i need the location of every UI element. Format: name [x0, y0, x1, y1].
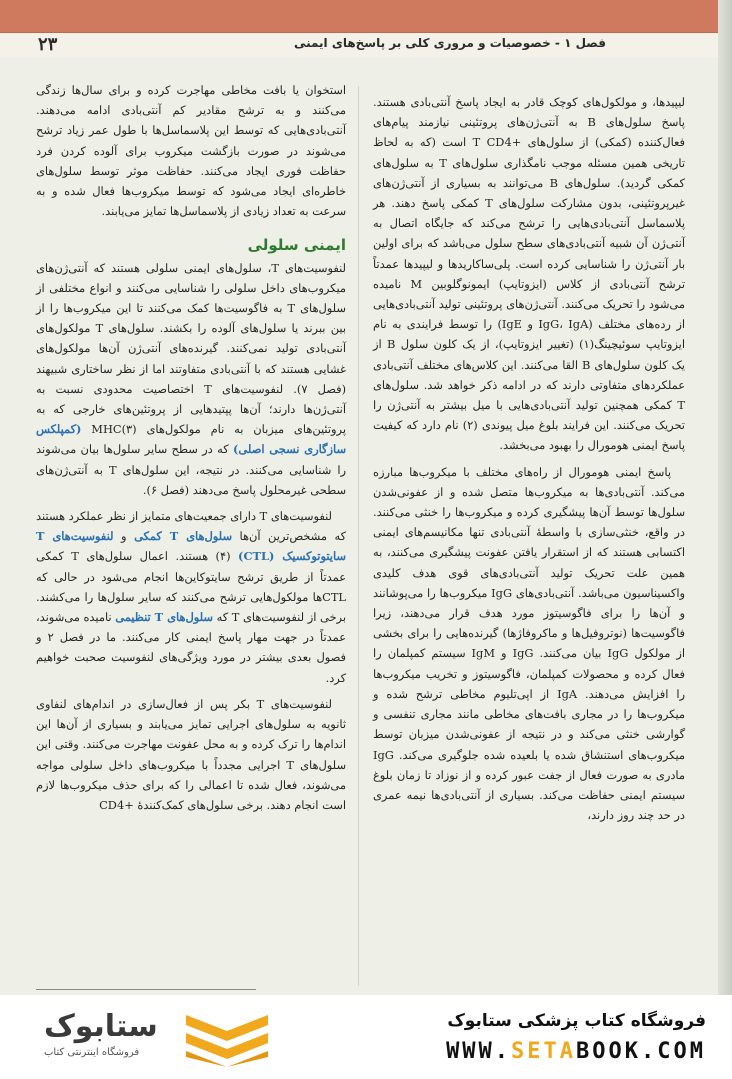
text: لنفوسیت‌های T، سلول‌های ایمنی سلولی هستند که آنتی‌ژن‌های میکروب‌های داخل سلولی را شناسایی می‌کنند و انواع مختلفی از سلول‌های T به فاگوسیت‌ها کمک می‌کنند تا این میکروب‌ها را از بین ببرند یا سلول‌های آلوده را بکشند. سلول‌های T مولکول‌های آنتی‌بادی تولید نمی‌کنند. گیرنده‌های آنتی‌ژن آن‌ها مولکول‌های غشایی هستند که با آنتی‌بادی متفاوتند اما از نظر ساختاری شبیهند (فصل ۷). لنفوسیت‌های T اختصاصیت محدودی نسبت به آنتی‌ژن‌ها دارند؛ آن‌ها پپتیدهایی از پروتئین‌های خارجی که به پروتئین‌های میزبان به نام مولکول‌های MHC(۳): [36, 260, 347, 437]
store-logo: [26, 1009, 276, 1069]
page-edge: [718, 0, 732, 995]
paragraph: [36, 506, 346, 688]
text: (۴) هستند. اعمال سلول‌های T کمکی عمدتاً از طریق ترشح سایتوکاین‌ها انجام می‌شود در حالی که CTLها مولکول‌هایی ترشح می‌کنند که سایر سلول‌ها را می‌کشند. برخی از لنفوسیت‌های T که: [36, 549, 346, 625]
paragraph: استخوان یا بافت مخاطی مهاجرت کرده و برای سال‌ها زندگی می‌کنند و به ترشح مقادیر کم آنتی‌بادی ادامه می‌دهند. آنتی‌بادی‌هایی که توسط این پلاسماسل‌ها با طول عمر زیاد ترشح می‌شوند در صورت بازگشت میکروب برای آلوده کردن فرد حفاظت فوری ایجاد می‌کنند. حفاظت موثر توسط سلول‌های خاطره‌ای ایجاد می‌شود که توسط میکروب‌ها فعال شده و به سرعت به تعداد زیادی از پلاسماسل‌ها تمایز می‌یابند.: [36, 83, 346, 219]
key-term: سلول‌های T کمکی: [134, 529, 232, 544]
key-term: سلول‌های T تنظیمی: [115, 610, 213, 625]
text: و: [113, 529, 135, 544]
section-heading: ایمنی سلولی: [247, 236, 346, 255]
column-divider: [358, 86, 359, 986]
logo-wordmark: ستابوک: [44, 1009, 158, 1044]
url-highlight: SETA: [511, 1039, 577, 1064]
paragraph: [36, 258, 346, 500]
url-suffix: BOOK.COM: [576, 1039, 706, 1064]
key-term: (کمپلکس سازگاری نسجی اصلی): [36, 422, 346, 457]
paragraph: لیپیدها، و مولکول‌های کوچک قادر به ایجاد پاسخ آنتی‌بادی هستند. پاسخ سلول‌های B به آنتی‌ژن‌های پروتئینی نیازمند پیام‌های فعال‌کننده (کمکی) از سلول‌های ‎T CD4+‎ است (که به لحاظ تاریخی همین مسئله موجب نامگذاری سلول‌های T به سلول‌های کمکی گردید). سلول‌های B می‌توانند به بسیاری از آنتی‌ژن‌های غیرپروتئینی، بدون مشارکت سلول‌های T کمکی پاسخ دهند. هر پلاسماسل آنتی‌بادی‌هایی را ترشح می‌کند که جایگاه اتصال به آنتی‌ژن آن شبیه آنتی‌بادی‌های سطح سلول می‌باشد که برای اولین بار آنتی‌ژن را شناسایی کرده است. پلی‌ساکاریدها و لیپیدها عمدتاً ترشح آنتی‌بادی از کلاس (ایزوتایپ) ایمونوگلوبین M نامیده می‌شود را تحریک می‌کنند. آنتی‌ژن‌های پروتئینی تولید آنتی‌بادی‌هایی از رده‌های مختلف (IgG، IgA و IgE) را توسط فرایندی به نام ایزوتایپ سوئیچینگ(۱) (تغییر ایزوتایپ)، از یک کلون سلول B از یک کلون سلول‌های B القا می‌کنند. این کلاس‌های مختلف آنتی‌بادی عملکردهای متفاوتی دارند که در ادامه ذکر خواهد شد. سلول‌های T کمکی همچنین تولید آنتی‌بادی‌هایی با میل بیشتر به آنتی‌ژن را تحریک می‌کنند. این فرایند بلوغ میل پیوندی (۲) نام دارد که کیفیت پاسخ ایمنی هومورال را بهبود می‌بخشد.: [373, 95, 685, 453]
store-title: فروشگاه کتاب پزشکی ستابوک: [447, 1011, 706, 1031]
footnote-rule: [36, 989, 256, 990]
text: که در سطح سایر سلول‌ها بیان می‌شوند را شناسایی می‌کنند. در نتیجه، این سلول‌های T به آنتی‌ژن‌های سطحی غیرمحلول پاسخ می‌دهند (فصل ۶).: [36, 442, 346, 497]
store-url[interactable]: [446, 1039, 706, 1064]
text: نامیده می‌شوند، عمدتاً در جهت مهار پاسخ ایمنی کار می‌کنند. ما در فصل ۲ و فصول بعدی بیشتر در مورد ویژگی‌های لنفوسیت صحبت خواهیم کرد.: [35, 610, 347, 685]
right-column: [373, 92, 685, 831]
store-banner: [0, 995, 732, 1079]
paragraph: لنفوسیت‌های T بکر پس از فعال‌سازی در اندام‌های لنفاوی ثانویه به سلول‌های اجرایی تمایز می‌یابند و بسیاری از آن‌ها این اندام‌ها را ترک کرده و به محل عفونت مهاجرت می‌کنند. وقتی این سلول‌های T اجرایی مجدداً با میکروب‌های داخل سلولی مواجه می‌شوند، فعال شده تا اعمالی را که برای حذف میکروب‌ها لازم است انجام دهند. برخی سلول‌های کمک‌کنندهٔ ‎CD4+‎: [36, 696, 346, 812]
page-number: ۲۳: [38, 34, 58, 55]
url-prefix: WWW.: [446, 1039, 512, 1064]
chapter-title: فصل ۱ - خصوصیات و مروری کلی بر پاسخ‌های ایمنی: [293, 36, 606, 50]
logo-subtitle: فروشگاه اینترنتی کتاب: [44, 1047, 140, 1058]
left-column: [36, 80, 346, 821]
paragraph: پاسخ ایمنی هومورال از راه‌های مختلف با میکروب‌ها مبارزه می‌کند. آنتی‌بادی‌ها به میکروب‌ها متصل شده و از عفونی‌شدن سلول‌ها توسط آن‌ها پیشگیری کرده و میکروب‌ها را خنثی می‌کنند. در واقع، خنثی‌سازی با واسطهٔ آنتی‌بادی تنها مکانیسم‌های ایمنی اکتسابی هستند که از استقرار یافتن عفونت پیشگیری می‌کنند، به همین علت تحریک تولید آنتی‌بادی‌های قوی هدف کلیدی واکسیناسیون می‌باشد. آنتی‌بادی‌های IgG میکروب‌ها را می‌پوشانند و آن‌ها را برای فاگوسیتوز مورد هدف قرار می‌دهند، زیرا فاگوسیت‌ها (نوتروفیل‌ها و ماکروفاژها) گیرنده‌هایی را برای بخشی از مولکول IgG بیان می‌کنند. IgG و IgM سیستم کمپلمان را فعال کرده و محصولات کمپلمان، فاگوسیتوز و تخریب میکروب‌ها را افزایش می‌دهند. IgA از اپی‌تلیوم مخاطی ترشح شده و میکروب‌ها را در مجاری بافت‌های مخاطی مانند مجاری تنفسی و گوارشی خنثی می‌کند و در نتیجه از عفونی‌شدن میزبان توسط میکروب‌های استنشاق شده یا بلعیده شده جلوگیری می‌کند. IgG مادری به صورت فعال از جفت عبور کرده و از نوزاد تا زمان بلوغ سیستم ایمنی حفاظت می‌کند. بسیاری از آنتی‌بادی‌ها نیمه عمری در حد چند روز دارند،: [373, 464, 685, 823]
text: لنفوسیت‌های T دارای جمعیت‌های متمایز از نظر عملکرد هستند که مشخص‌ترین آن‌ها: [36, 509, 346, 544]
key-term: لنفوسیت‌های T سایتوتوکسیک (CTL): [36, 529, 346, 564]
chevron-stack-icon: [184, 1011, 270, 1067]
